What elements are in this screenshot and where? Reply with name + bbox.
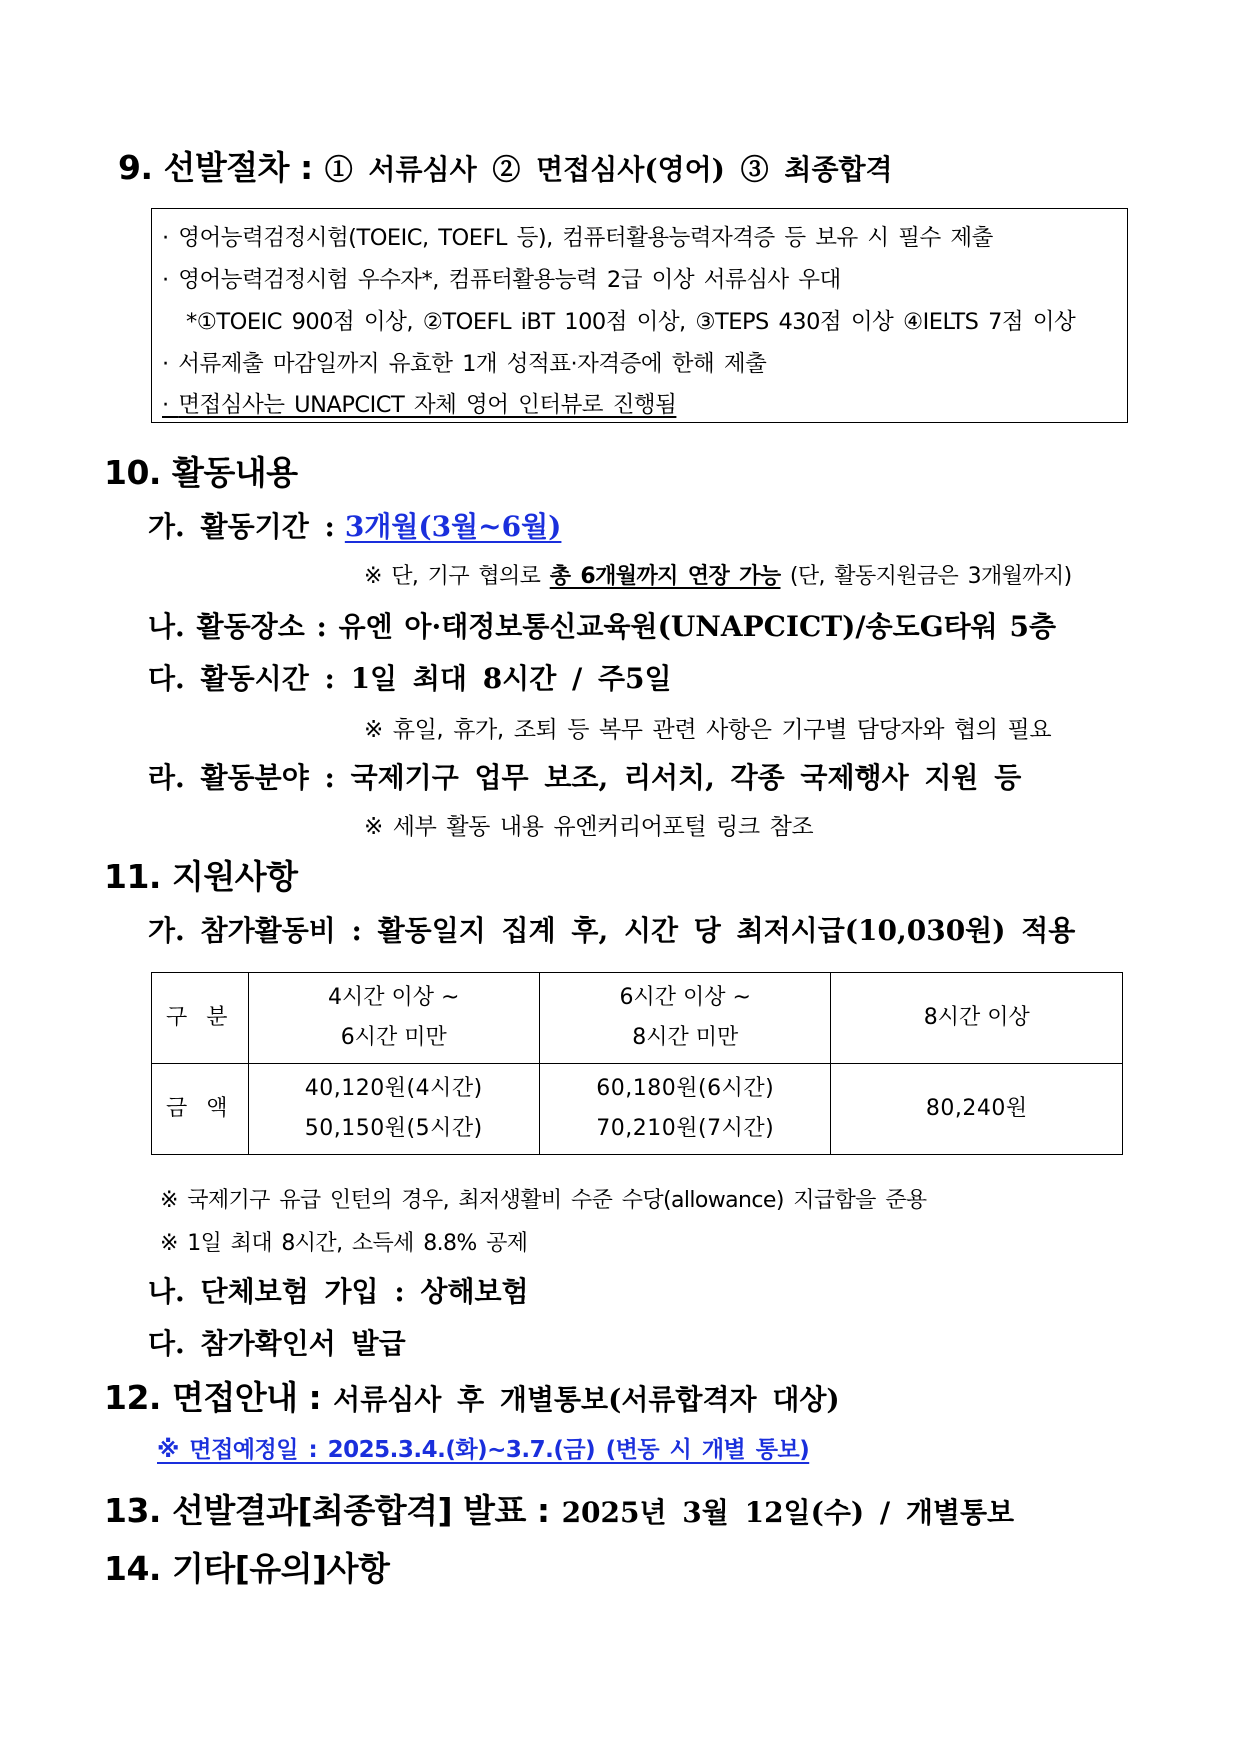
section-14-title: 14. 기타[유의]사항 <box>104 1549 390 1588</box>
table-cell-6h <box>539 1064 830 1155</box>
table-header-4h-line1: 4시간 이상 ~ <box>328 985 460 1010</box>
section-12-rest: 서류심사 후 개별통보(서류합격자 대상) <box>333 1383 840 1416</box>
activity-field-line: 라. 활동분야 : 국제기구 업무 보조, 리서치, 각종 국제행사 지원 등 <box>148 761 1022 794</box>
activity-period-note-bold: 총 6개월까지 연장 가능 <box>549 564 781 589</box>
box-line-5-bullet: · <box>162 392 179 418</box>
activity-period-note-pre: ※ 단, 기구 협의로 <box>364 564 550 589</box>
table-header-6h <box>539 973 830 1064</box>
box-line-5 <box>162 387 676 419</box>
activity-period-note <box>364 559 1072 590</box>
activity-period-line <box>148 505 561 545</box>
table-cell-4h-a: 40,120원(4시간) <box>304 1076 483 1101</box>
section-13-rest: 2025년 3월 12일(수) / 개별통보 <box>561 1496 1015 1529</box>
table-cell-4h <box>248 1064 539 1155</box>
table-cell-6h-b: 70,210원(7시간) <box>596 1116 775 1141</box>
section-12-heading <box>104 1372 840 1419</box>
activity-period-note-post: (단, 활동지원금은 3개월까지) <box>780 564 1072 589</box>
activity-period-label: 가. 활동기간 : <box>148 510 335 543</box>
activity-period-value: 3개월(3월~6월) <box>344 510 562 543</box>
activity-hours-note: ※ 휴일, 휴가, 조퇴 등 복무 관련 사항은 기구별 담당자와 협의 필요 <box>364 717 1052 743</box>
table-cell-4h-b: 50,150원(5시간) <box>304 1116 483 1141</box>
section-13-heading <box>104 1485 1014 1532</box>
table-row <box>152 1064 1123 1155</box>
activity-fee-table <box>151 972 1123 1155</box>
box-line-4: · 서류제출 마감일까지 유효한 1개 성적표·자격증에 한해 제출 <box>162 351 767 377</box>
table-row-label-amount: 금 액 <box>152 1064 249 1155</box>
section-10-title: 10. 활동내용 <box>104 453 298 492</box>
table-header-category: 구 분 <box>152 973 249 1064</box>
table-header-6h-line1: 6시간 이상 ~ <box>619 985 751 1010</box>
table-row <box>152 973 1123 1064</box>
table-cell-6h-a: 60,180원(6시간) <box>596 1076 775 1101</box>
interview-date-note: ※ 면접예정일 : 2025.3.4.(화)~3.7.(금) (변동 시 개별 통보) <box>157 1437 810 1463</box>
activity-fee-line: 가. 참가활동비 : 활동일지 집계 후, 시간 당 최저시급(10,030원) 적용 <box>148 914 1076 947</box>
section-9-heading <box>118 142 893 189</box>
tax-note: ※ 1일 최대 8시간, 소득세 8.8% 공제 <box>160 1231 528 1256</box>
table-header-4h-line2: 6시간 미만 <box>340 1025 447 1050</box>
section-11-title: 11. 지원사항 <box>104 857 298 896</box>
section-9-title: 9. 선발절차 : <box>118 148 313 187</box>
section-9-steps: ① 서류심사 ② 면접심사(영어) ③ 최종합격 <box>324 153 893 186</box>
certificate-line: 다. 참가확인서 발급 <box>148 1327 406 1360</box>
insurance-line: 나. 단체보험 가입 : 상해보험 <box>148 1275 529 1308</box>
activity-hours-line: 다. 활동시간 : 1일 최대 8시간 / 주5일 <box>148 662 672 695</box>
activity-field-note: ※ 세부 활동 내용 유엔커리어포털 링크 참조 <box>364 814 814 840</box>
table-header-6h-line2: 8시간 미만 <box>632 1025 739 1050</box>
activity-place-line: 나. 활동장소 : 유엔 아·태정보통신교육원(UNAPCICT)/송도G타워 5층 <box>148 610 1056 643</box>
selection-notes-box <box>151 208 1128 423</box>
table-cell-8h: 80,240원 <box>831 1064 1123 1155</box>
box-line-1: · 영어능력검정시험(TOEIC, TOEFL 등), 컴퓨터활용능력자격증 등 보유 시 필수 제출 <box>162 225 993 251</box>
box-line-2: · 영어능력검정시험 우수자*, 컴퓨터활용능력 2급 이상 서류심사 우대 <box>162 267 841 293</box>
table-header-4h <box>248 973 539 1064</box>
box-line-3: *①TOEIC 900점 이상, ②TOEFL iBT 100점 이상, ③TEPS 430점 이상 ④IELTS 7점 이상 <box>186 309 1076 335</box>
allowance-note: ※ 국제기구 유급 인턴의 경우, 최저생활비 수준 수당(allowance) 지급함을 준용 <box>160 1188 927 1213</box>
table-header-8h: 8시간 이상 <box>831 973 1123 1064</box>
section-13-title: 13. 선발결과[최종합격] 발표 : <box>104 1491 550 1530</box>
section-12-title: 12. 면접안내 : <box>104 1378 322 1417</box>
box-line-5-text: 면접심사는 UNAPCICT 자체 영어 인터뷰로 진행됨 <box>178 392 677 418</box>
